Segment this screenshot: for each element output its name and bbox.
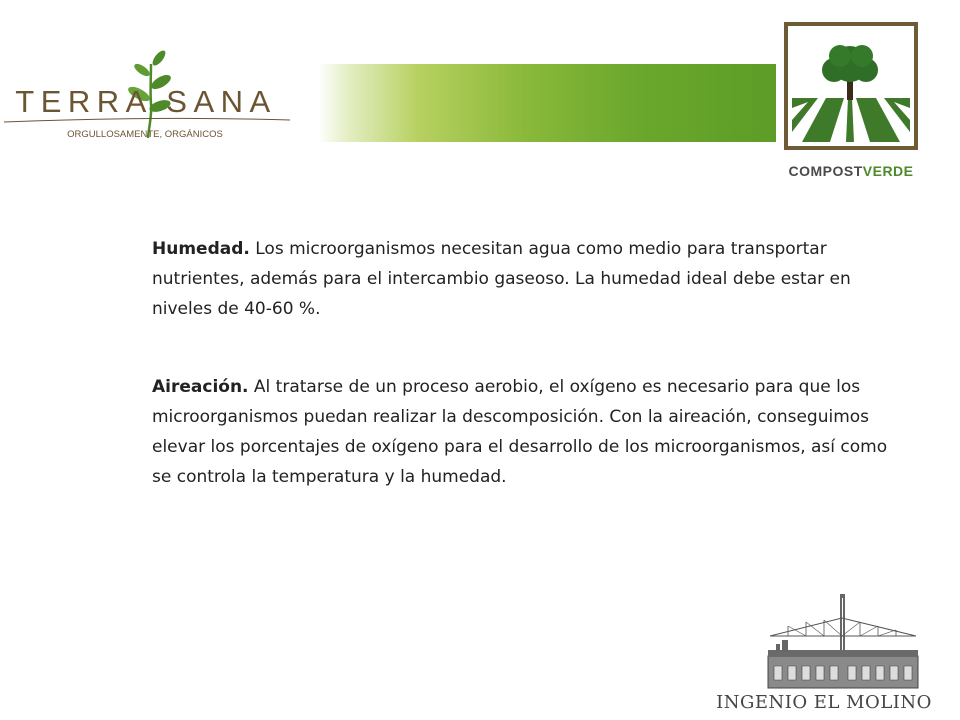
field-icon: [792, 98, 910, 142]
aireacion-paragraph: [152, 372, 892, 492]
factory-icon: [768, 594, 918, 688]
compost-text: COMPOST: [788, 163, 863, 179]
aireacion-text: Al tratarse de un proceso aerobio, el oxígeno es necesario para que los microorganismos puedan realizar la descomposición. Con la aireación, conseguimos elevar los porcentajes de oxígeno para el desarrollo de los microorganismos, así como se controla la temperatura y la humedad.: [152, 377, 888, 487]
humedad-paragraph: [152, 234, 892, 324]
aireacion-heading: Aireación.: [152, 377, 249, 397]
humedad-text: Los microorganismos necesitan agua como medio para transportar nutrientes, además para el intercambio gaseoso. La humedad ideal debe estar en niveles de 40-60 %.: [152, 239, 851, 319]
slide-content: [152, 234, 892, 492]
terrasana-wordmark: TERRA SANA: [15, 84, 277, 119]
compostverde-logo: [778, 20, 924, 182]
terrasana-logo: [0, 44, 300, 154]
header-green-bar: [318, 64, 776, 142]
humedad-heading: Humedad.: [152, 239, 250, 259]
terrasana-tagline: ORGULLOSAMENTE, ORGÁNICOS: [67, 129, 223, 140]
verde-text: VERDE: [862, 163, 914, 179]
svg-text:COMPOSTVERDE: [788, 163, 913, 179]
ingenio-el-molino-logo: [716, 594, 946, 716]
ingenio-wordmark: INGENIO EL MOLINO: [716, 692, 932, 713]
